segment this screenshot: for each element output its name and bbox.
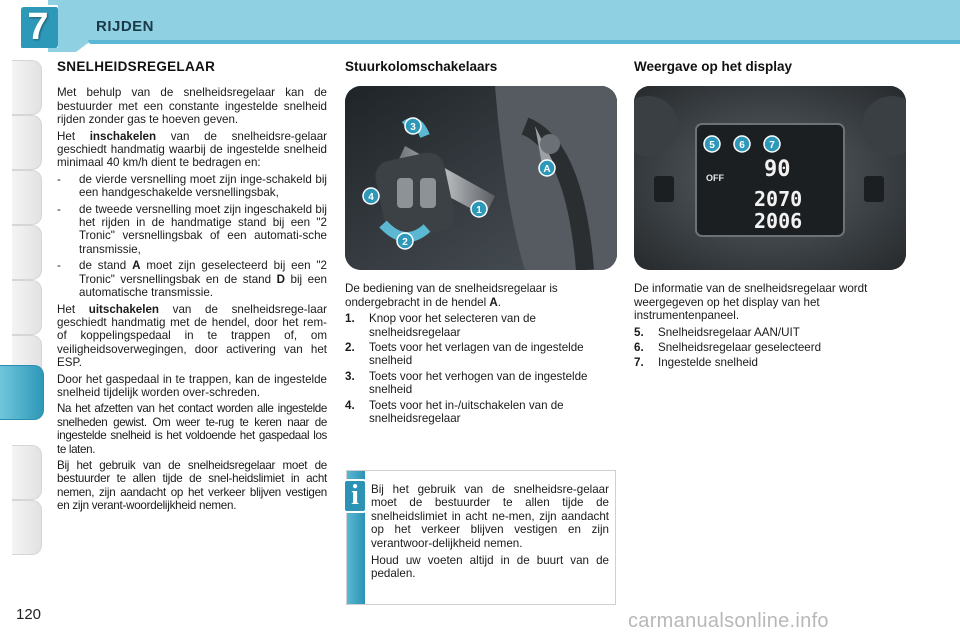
- chapter-tab[interactable]: [12, 280, 42, 335]
- info-paragraph: Bij het gebruik van de snelheidsre-gelaar moet de bestuurder te allen tijde de snelheidslimiet in acht ne-men, zijn aandacht op het verkeer blijven vestigen en zijn verantwoor-delijkheid nemen.: [371, 483, 609, 550]
- display-tripmeter: 2006: [754, 209, 803, 234]
- chapter-tab[interactable]: [12, 60, 42, 115]
- info-paragraph: Houd uw voeten altijd in de buurt van de pedalen.: [371, 554, 609, 581]
- callout-6: 6: [739, 140, 745, 152]
- callout-3: 3: [410, 122, 416, 134]
- chapter-header: [28, 0, 960, 52]
- callout-5: 5: [709, 140, 715, 152]
- list-item: 1. Knop voor het selecteren van de snelheidsregelaar: [345, 312, 536, 339]
- list-item: 5. Snelheidsregelaar AAN/UIT: [634, 325, 800, 339]
- steering-stalk-photo: [345, 86, 617, 270]
- callout-2: 2: [402, 237, 408, 249]
- header-strip: [28, 0, 960, 52]
- watermark: carmanualsonline.info: [628, 610, 829, 632]
- paragraph: De bediening van de snelheidsregelaar is ondergebracht in de hendel A.: [345, 282, 558, 309]
- list-item: - de stand A moet zijn geselecteerd bij een "2 Tronic" versnellingsbak en de stand D bij een automatische transmissie.: [57, 259, 327, 300]
- paragraph: Na het afzetten van het contact worden alle ingestelde snelheden gewist. Om weer te-rug te keren naar de ingestelde snelheid is het voldoende het gaspedaal los te laten.: [57, 402, 327, 456]
- callout-7: 7: [769, 140, 775, 152]
- list-item: 2. Toets voor het verlagen van de ingestelde snelheid: [345, 341, 584, 368]
- chapter-tab[interactable]: [12, 225, 42, 280]
- display-speed: 90: [764, 157, 791, 183]
- section-title: Weergave op het display: [634, 59, 793, 74]
- info-box: [346, 470, 616, 605]
- section-title: Stuurkolomschakelaars: [345, 59, 498, 74]
- instrument-display-photo: [634, 86, 906, 270]
- page-number: 120: [16, 606, 42, 623]
- display-off-text: OFF: [706, 173, 724, 184]
- chapter-title: RIJDEN: [96, 18, 155, 35]
- callout-4: 4: [368, 192, 374, 204]
- display-section: [634, 60, 906, 372]
- paragraph: Met behulp van de snelheidsregelaar kan de bestuurder met een constante ingestelde snelheid rijden zonder gas te hoeven geven.: [57, 86, 327, 127]
- paragraph: Het inschakelen van de snelheidsre-gelaar geschiedt handmatig waarbij de ingestelde snelheid minimaal 40 km/h dient te bedragen en:: [57, 129, 328, 170]
- cruise-control-section: [57, 60, 327, 516]
- paragraph: De informatie van de snelheidsregelaar wordt weergegeven op het display van het instrumentenpaneel.: [634, 282, 868, 323]
- list-item: - de tweede versnelling moet zijn ingeschakeld bij het rijden in de handmatige stand bij een "2 Tronic" versnellingsbak of een automati-sche transmissie,: [57, 202, 327, 256]
- chapter-tab[interactable]: [12, 170, 42, 225]
- chapter-number: 7: [27, 6, 49, 48]
- chapter-tabs: [0, 60, 46, 580]
- chapter-tab[interactable]: [12, 500, 42, 555]
- paragraph: Het uitschakelen van de snelheidsrege-laar geschiedt handmatig met de hendel, door het rem- of koppelingspedaal in te trappen of, om veiligheidsoverwegingen, door activering van het ESP.: [57, 302, 328, 370]
- chapter-tab[interactable]: [12, 115, 42, 170]
- chapter-tab-active[interactable]: [0, 365, 44, 420]
- info-icon: i: [343, 479, 367, 513]
- steering-controls-section: [345, 60, 619, 427]
- callout-1: 1: [476, 205, 482, 217]
- display-odometer: 2070: [754, 187, 803, 212]
- list-item: 4. Toets voor het in-/uitschakelen van de snelheidsregelaar: [345, 398, 564, 426]
- info-text: [371, 483, 609, 585]
- paragraph: Bij het gebruik van de snelheidsregelaar moet de bestuurder te allen tijde de snel-heidslimiet in acht nemen, zijn aandacht op het verkeer blijven vestigen en zijn verant-woordelijkheid nemen.: [57, 458, 327, 513]
- callout-A: A: [543, 164, 551, 176]
- paragraph: Door het gaspedaal in te trappen, kan de ingestelde snelheid tijdelijk worden over-schreden.: [57, 372, 327, 399]
- list-item: - de vierde versnelling moet zijn inge-schakeld bij een handgeschakelde versnellingsbak,: [57, 172, 327, 200]
- section-title: SNELHEIDSREGELAAR: [57, 59, 216, 74]
- chapter-tab[interactable]: [12, 445, 42, 500]
- list-item: 3. Toets voor het verhogen van de ingestelde snelheid: [345, 369, 588, 397]
- list-item: 7. Ingestelde snelheid: [634, 356, 758, 370]
- list-item: 6. Snelheidsregelaar geselecteerd: [634, 341, 822, 355]
